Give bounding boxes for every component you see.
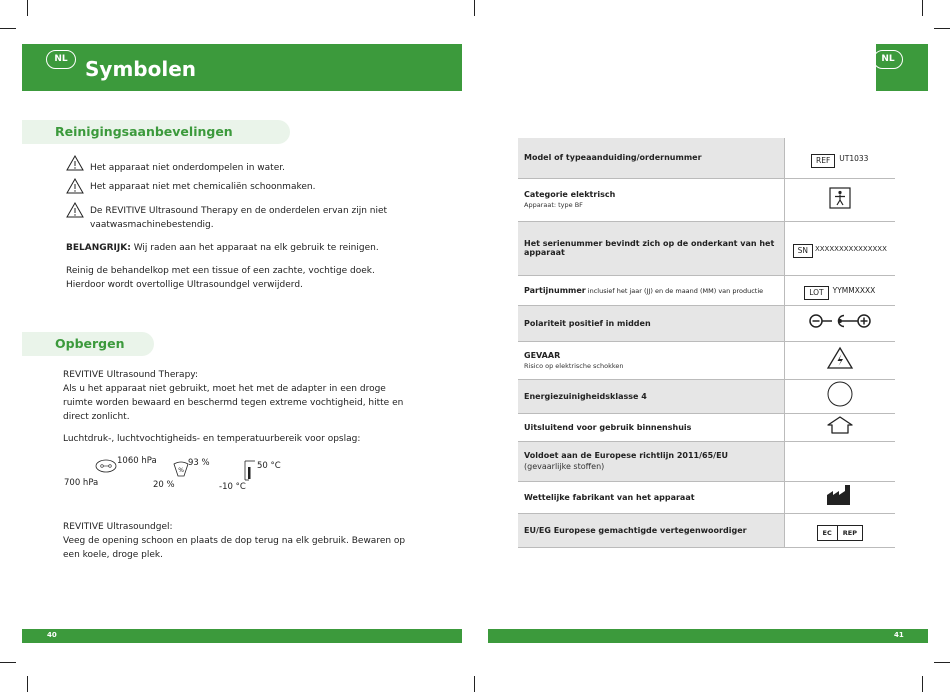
- row-label: Polariteit positief in midden: [518, 305, 784, 341]
- table-row: [518, 305, 895, 341]
- lot-value: YYMMXXXX: [832, 286, 876, 295]
- row-symbol: [784, 379, 895, 413]
- warning-item: [66, 155, 285, 175]
- row-symbol: [784, 178, 895, 221]
- table-row: [518, 275, 895, 305]
- row-symbol: [784, 441, 895, 481]
- pressure-min: 700 hPa: [64, 478, 99, 488]
- pressure-max: 1060 hPa: [117, 456, 157, 466]
- row-label: EU/EG Europese gemachtigde vertegenwoordiger: [518, 513, 784, 547]
- gel-text: Veeg de opening schoon en plaats de dop terug na elk gebruik. Bewaren op een koele, droge plek.: [63, 536, 406, 560]
- crop-mark: [934, 28, 950, 29]
- row-label: Uitsluitend voor gebruik binnenshuis: [518, 413, 784, 441]
- storage-ranges-intro: Luchtdruk-, luchtvochtigheids- en temperatuurbereik voor opslag:: [63, 434, 361, 444]
- type-bf-icon: [829, 187, 851, 209]
- crop-mark: [0, 662, 16, 663]
- row-symbol: [784, 481, 895, 513]
- crop-mark: [474, 0, 475, 16]
- polarity-icon: [808, 313, 872, 329]
- svg-text:%: %: [178, 467, 185, 474]
- row-label: Wettelijke fabrikant van het apparaat: [518, 481, 784, 513]
- warning-triangle-icon: [66, 178, 84, 194]
- language-badge-right: NL: [873, 50, 903, 69]
- symbols-table: [518, 138, 895, 548]
- row-symbol: [784, 341, 895, 379]
- important-text: Wij raden aan het apparaat na elk gebruik te reinigen.: [130, 243, 379, 253]
- row-label: GEVAAR Risico op elektrische schokken: [518, 341, 784, 379]
- crop-mark: [27, 0, 28, 16]
- ec-rep-symbol: EC REP: [817, 525, 863, 541]
- manufacturer-icon: [825, 483, 855, 507]
- electric-shock-icon: [826, 346, 854, 370]
- ref-box: REF: [811, 154, 835, 168]
- warning-item: [66, 202, 400, 232]
- row-label: Model of typeaanduiding/ordernummer: [518, 138, 784, 178]
- page-number-right: 41: [894, 631, 904, 639]
- crop-mark: [934, 662, 950, 663]
- table-row: [518, 379, 895, 413]
- row-symbol: [784, 305, 895, 341]
- table-row: [518, 341, 895, 379]
- crop-mark: [474, 676, 475, 692]
- air-pressure-icon: [94, 458, 118, 474]
- warning-triangle-icon: [66, 202, 84, 218]
- cleaning-instruction: Reinig de behandelkop met een tissue of een zachte, vochtige doek. Hierdoor wordt overtollige Ultrasoundgel verwijderd.: [66, 266, 375, 290]
- ref-value: UT1033: [839, 153, 869, 163]
- gel-title: REVITIVE Ultrasoundgel:: [63, 522, 173, 532]
- row-label: Partijnummer inclusief het jaar (JJ) en de maand (MM) van productie: [518, 275, 784, 305]
- row-symbol: [784, 413, 895, 441]
- table-row: [518, 441, 895, 481]
- row-label: Energiezuinigheidsklasse 4: [518, 379, 784, 413]
- cleaning-heading: Reinigingsaanbevelingen: [22, 120, 290, 144]
- warning-text: Het apparaat niet onderdompelen in water.: [90, 163, 285, 173]
- humidity-min: 20 %: [153, 480, 175, 490]
- table-row: [518, 413, 895, 441]
- warning-text: Het apparaat niet met chemicaliën schoonmaken.: [90, 182, 316, 192]
- row-label: Categorie elektrisch Apparaat: type BF: [518, 178, 784, 221]
- temp-min: -10 °C: [219, 482, 246, 492]
- lot-box: LOT: [804, 286, 828, 300]
- row-symbol: [784, 275, 895, 305]
- storage-device-title: REVITIVE Ultrasound Therapy:: [63, 370, 198, 380]
- warning-triangle-icon: [66, 155, 84, 171]
- important-label: BELANGRIJK:: [66, 243, 131, 253]
- warning-item: [66, 178, 315, 194]
- indoor-use-icon: [826, 415, 854, 435]
- crop-mark: [27, 676, 28, 692]
- footer-bar-right: [488, 629, 928, 643]
- temperature-icon: [243, 458, 257, 484]
- row-symbol: [784, 513, 895, 547]
- page-number-left: 40: [47, 631, 57, 639]
- temp-max: 50 °C: [257, 461, 281, 471]
- crop-mark: [922, 0, 923, 16]
- storage-heading: Opbergen: [22, 332, 154, 356]
- table-row: [518, 221, 895, 275]
- warning-text: De REVITIVE Ultrasound Therapy en de onderdelen ervan zijn niet vaatwasmachinebestendig.: [90, 206, 388, 230]
- table-row: [518, 513, 895, 547]
- row-label: Het serienummer bevindt zich op de onderkant van het apparaat: [518, 221, 784, 275]
- crop-mark: [0, 28, 16, 29]
- table-row: [518, 138, 895, 178]
- sn-value: XXXXXXXXXXXXXXX: [814, 244, 887, 253]
- row-label: Voldoet aan de Europese richtlijn 2011/65/EU (gevaarlijke stoffen): [518, 441, 784, 481]
- table-row: [518, 178, 895, 221]
- humidity-max: 93 %: [188, 458, 210, 468]
- storage-device-text: Als u het apparaat niet gebruikt, moet het met de adapter in een droge ruimte worden bewaard en beschermd tegen extreme vochtigheid, hitte en direct zonlicht.: [63, 384, 404, 422]
- efficiency-class-icon: [826, 380, 854, 408]
- language-badge-left: NL: [46, 50, 76, 69]
- footer-bar-left: [22, 629, 462, 643]
- crop-mark: [922, 676, 923, 692]
- table-row: [518, 481, 895, 513]
- row-symbol: [784, 221, 895, 275]
- row-symbol: [784, 138, 895, 178]
- sn-box: SN: [793, 244, 813, 258]
- page-title: Symbolen: [85, 57, 196, 81]
- important-note: [66, 241, 416, 255]
